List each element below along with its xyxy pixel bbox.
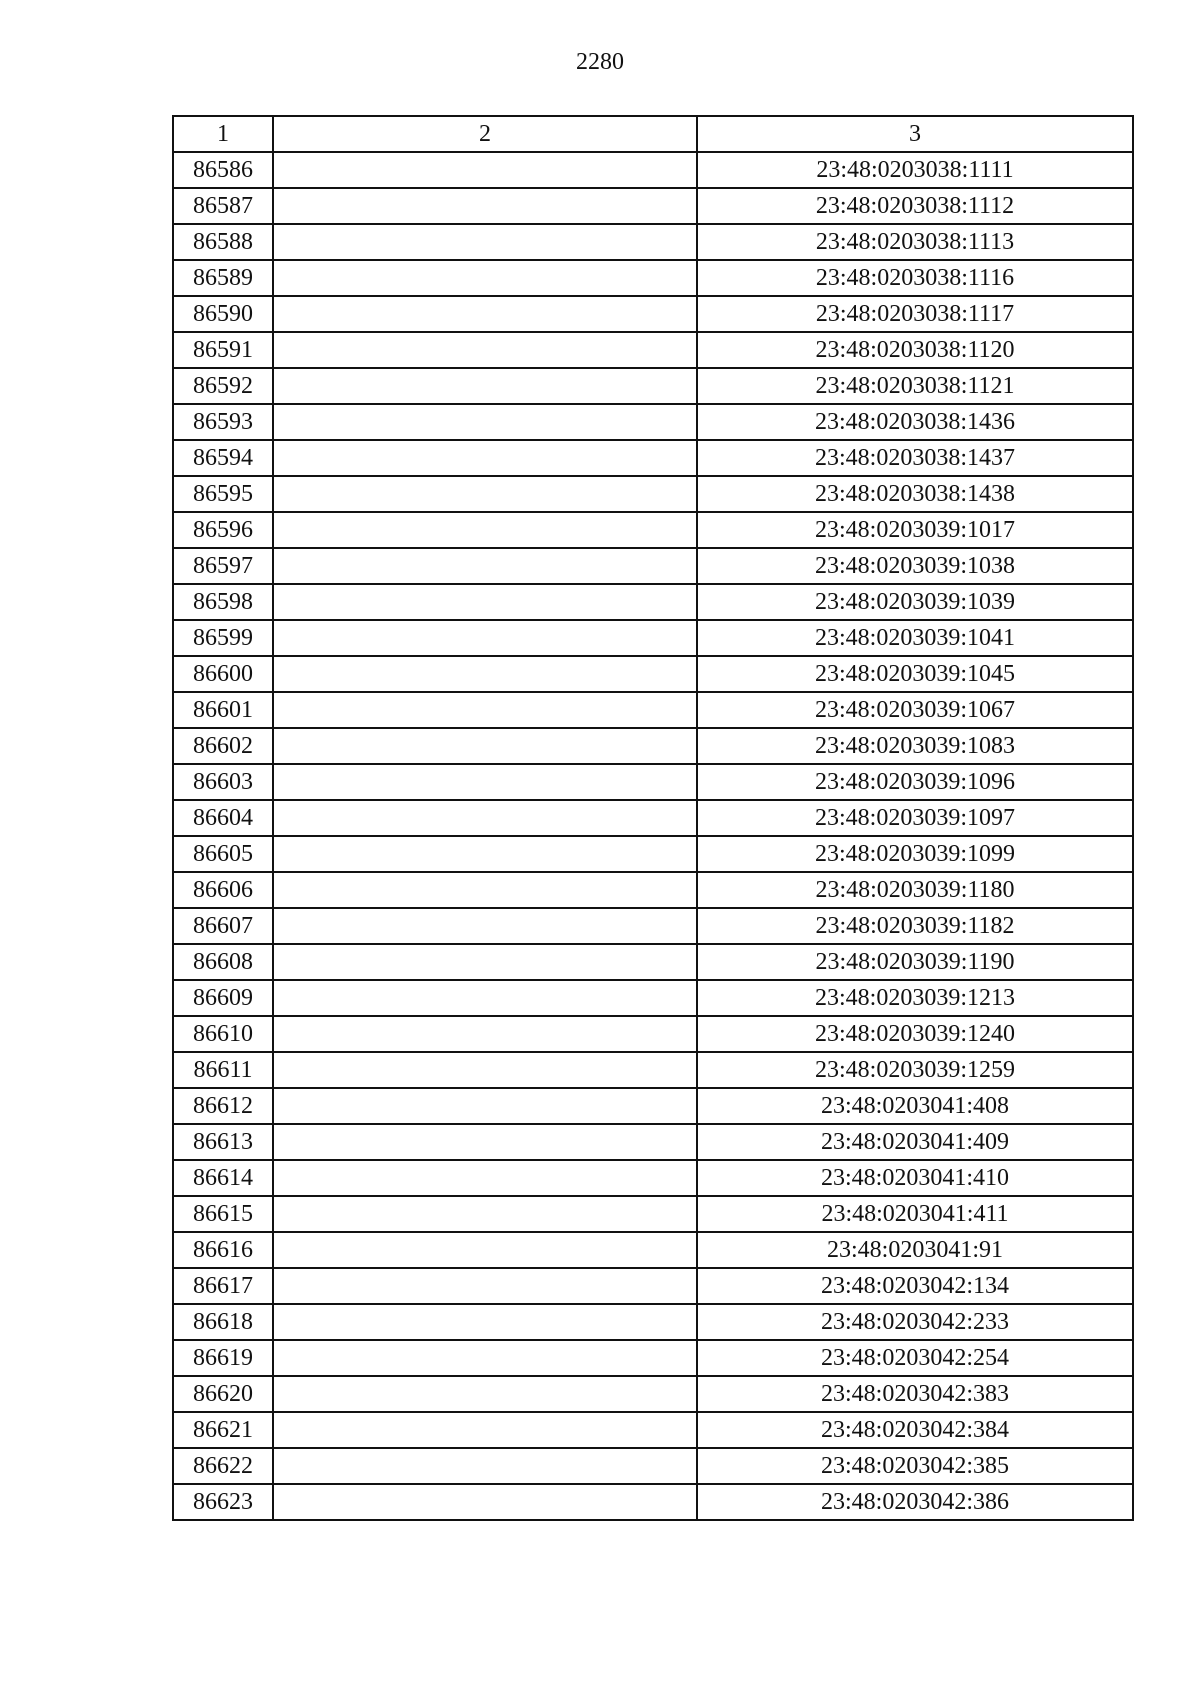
column-header-2: 2 (273, 116, 697, 152)
table-row (173, 368, 1133, 404)
row-number-cell: 86587 (173, 188, 273, 224)
row-number-cell: 86620 (173, 1376, 273, 1412)
empty-cell (273, 368, 697, 404)
empty-cell (273, 1268, 697, 1304)
row-number-cell: 86618 (173, 1304, 273, 1340)
table-row (173, 296, 1133, 332)
empty-cell (273, 512, 697, 548)
empty-cell (273, 1412, 697, 1448)
row-number-cell: 86592 (173, 368, 273, 404)
cadastral-number-cell: 23:48:0203039:1180 (697, 872, 1133, 908)
table-header-row (173, 116, 1133, 152)
empty-cell (273, 692, 697, 728)
cadastral-number-cell: 23:48:0203039:1067 (697, 692, 1133, 728)
cadastral-number-cell: 23:48:0203042:233 (697, 1304, 1133, 1340)
row-number-cell: 86606 (173, 872, 273, 908)
cadastral-number-cell: 23:48:0203042:385 (697, 1448, 1133, 1484)
cadastral-number-cell: 23:48:0203042:384 (697, 1412, 1133, 1448)
empty-cell (273, 1124, 697, 1160)
row-number-cell: 86609 (173, 980, 273, 1016)
table-row (173, 584, 1133, 620)
row-number-cell: 86604 (173, 800, 273, 836)
table-row (173, 692, 1133, 728)
empty-cell (273, 1448, 697, 1484)
cadastral-number-cell: 23:48:0203041:409 (697, 1124, 1133, 1160)
row-number-cell: 86595 (173, 476, 273, 512)
row-number-cell: 86616 (173, 1232, 273, 1268)
table-row (173, 332, 1133, 368)
table-row (173, 1160, 1133, 1196)
cadastral-number-cell: 23:48:0203041:408 (697, 1088, 1133, 1124)
table-row (173, 548, 1133, 584)
cadastral-number-cell: 23:48:0203041:91 (697, 1232, 1133, 1268)
row-number-cell: 86605 (173, 836, 273, 872)
empty-cell (273, 1088, 697, 1124)
row-number-cell: 86621 (173, 1412, 273, 1448)
cadastral-number-cell: 23:48:0203039:1097 (697, 800, 1133, 836)
table-row (173, 1088, 1133, 1124)
table-row (173, 512, 1133, 548)
empty-cell (273, 1304, 697, 1340)
cadastral-number-cell: 23:48:0203039:1190 (697, 944, 1133, 980)
row-number-cell: 86602 (173, 728, 273, 764)
cadastral-number-cell: 23:48:0203038:1116 (697, 260, 1133, 296)
cadastral-number-cell: 23:48:0203039:1182 (697, 908, 1133, 944)
row-number-cell: 86598 (173, 584, 273, 620)
row-number-cell: 86615 (173, 1196, 273, 1232)
cadastral-number-cell: 23:48:0203039:1045 (697, 656, 1133, 692)
empty-cell (273, 260, 697, 296)
cadastral-number-cell: 23:48:0203042:254 (697, 1340, 1133, 1376)
empty-cell (273, 1052, 697, 1088)
cadastral-number-cell: 23:48:0203042:134 (697, 1268, 1133, 1304)
row-number-cell: 86590 (173, 296, 273, 332)
cadastral-table (172, 115, 1134, 1521)
empty-cell (273, 584, 697, 620)
row-number-cell: 86623 (173, 1484, 273, 1520)
cadastral-number-cell: 23:48:0203039:1039 (697, 584, 1133, 620)
table-row (173, 1412, 1133, 1448)
empty-cell (273, 1196, 697, 1232)
empty-cell (273, 908, 697, 944)
cadastral-number-cell: 23:48:0203038:1117 (697, 296, 1133, 332)
table-row (173, 260, 1133, 296)
table-body (173, 152, 1133, 1520)
cadastral-number-cell: 23:48:0203041:411 (697, 1196, 1133, 1232)
table-row (173, 1340, 1133, 1376)
table-row (173, 152, 1133, 188)
table-row (173, 764, 1133, 800)
cadastral-number-cell: 23:48:0203042:386 (697, 1484, 1133, 1520)
row-number-cell: 86611 (173, 1052, 273, 1088)
row-number-cell: 86601 (173, 692, 273, 728)
cadastral-number-cell: 23:48:0203042:383 (697, 1376, 1133, 1412)
row-number-cell: 86600 (173, 656, 273, 692)
table-row (173, 656, 1133, 692)
table-row (173, 800, 1133, 836)
table-row (173, 1232, 1133, 1268)
empty-cell (273, 188, 697, 224)
empty-cell (273, 800, 697, 836)
row-number-cell: 86586 (173, 152, 273, 188)
table-row (173, 1052, 1133, 1088)
empty-cell (273, 152, 697, 188)
table-row (173, 1484, 1133, 1520)
cadastral-number-cell: 23:48:0203039:1240 (697, 1016, 1133, 1052)
empty-cell (273, 872, 697, 908)
empty-cell (273, 1160, 697, 1196)
row-number-cell: 86617 (173, 1268, 273, 1304)
cadastral-number-cell: 23:48:0203038:1120 (697, 332, 1133, 368)
table-row (173, 1304, 1133, 1340)
cadastral-number-cell: 23:48:0203038:1438 (697, 476, 1133, 512)
page-number: 2280 (576, 49, 624, 75)
empty-cell (273, 656, 697, 692)
cadastral-number-cell: 23:48:0203039:1099 (697, 836, 1133, 872)
table-row (173, 1016, 1133, 1052)
table-row (173, 944, 1133, 980)
row-number-cell: 86607 (173, 908, 273, 944)
empty-cell (273, 296, 697, 332)
row-number-cell: 86610 (173, 1016, 273, 1052)
row-number-cell: 86597 (173, 548, 273, 584)
row-number-cell: 86613 (173, 1124, 273, 1160)
row-number-cell: 86593 (173, 404, 273, 440)
cadastral-number-cell: 23:48:0203041:410 (697, 1160, 1133, 1196)
table-row (173, 620, 1133, 656)
table-row (173, 980, 1133, 1016)
empty-cell (273, 764, 697, 800)
row-number-cell: 86599 (173, 620, 273, 656)
empty-cell (273, 728, 697, 764)
empty-cell (273, 404, 697, 440)
empty-cell (273, 476, 697, 512)
cadastral-number-cell: 23:48:0203039:1213 (697, 980, 1133, 1016)
cadastral-number-cell: 23:48:0203039:1096 (697, 764, 1133, 800)
cadastral-number-cell: 23:48:0203038:1111 (697, 152, 1133, 188)
column-header-3: 3 (697, 116, 1133, 152)
empty-cell (273, 1016, 697, 1052)
cadastral-number-cell: 23:48:0203038:1437 (697, 440, 1133, 476)
row-number-cell: 86614 (173, 1160, 273, 1196)
column-header-1: 1 (173, 116, 273, 152)
cadastral-number-cell: 23:48:0203039:1017 (697, 512, 1133, 548)
table-row (173, 476, 1133, 512)
empty-cell (273, 836, 697, 872)
cadastral-number-cell: 23:48:0203038:1436 (697, 404, 1133, 440)
table-row (173, 872, 1133, 908)
table-row (173, 728, 1133, 764)
empty-cell (273, 332, 697, 368)
cadastral-number-cell: 23:48:0203039:1259 (697, 1052, 1133, 1088)
empty-cell (273, 620, 697, 656)
empty-cell (273, 1376, 697, 1412)
empty-cell (273, 440, 697, 476)
row-number-cell: 86588 (173, 224, 273, 260)
row-number-cell: 86591 (173, 332, 273, 368)
table-row (173, 1196, 1133, 1232)
row-number-cell: 86594 (173, 440, 273, 476)
empty-cell (273, 980, 697, 1016)
row-number-cell: 86603 (173, 764, 273, 800)
empty-cell (273, 548, 697, 584)
cadastral-number-cell: 23:48:0203039:1041 (697, 620, 1133, 656)
cadastral-number-cell: 23:48:0203038:1113 (697, 224, 1133, 260)
cadastral-number-cell: 23:48:0203038:1121 (697, 368, 1133, 404)
row-number-cell: 86608 (173, 944, 273, 980)
table-row (173, 404, 1133, 440)
cadastral-number-cell: 23:48:0203039:1083 (697, 728, 1133, 764)
row-number-cell: 86622 (173, 1448, 273, 1484)
row-number-cell: 86589 (173, 260, 273, 296)
cadastral-number-cell: 23:48:0203038:1112 (697, 188, 1133, 224)
table-row (173, 440, 1133, 476)
row-number-cell: 86596 (173, 512, 273, 548)
row-number-cell: 86619 (173, 1340, 273, 1376)
empty-cell (273, 224, 697, 260)
table-row (173, 1268, 1133, 1304)
cadastral-number-cell: 23:48:0203039:1038 (697, 548, 1133, 584)
empty-cell (273, 1340, 697, 1376)
table-row (173, 1124, 1133, 1160)
table-row (173, 1448, 1133, 1484)
table-row (173, 1376, 1133, 1412)
empty-cell (273, 944, 697, 980)
table-row (173, 908, 1133, 944)
empty-cell (273, 1484, 697, 1520)
table-row (173, 836, 1133, 872)
row-number-cell: 86612 (173, 1088, 273, 1124)
empty-cell (273, 1232, 697, 1268)
table-row (173, 188, 1133, 224)
table-row (173, 224, 1133, 260)
